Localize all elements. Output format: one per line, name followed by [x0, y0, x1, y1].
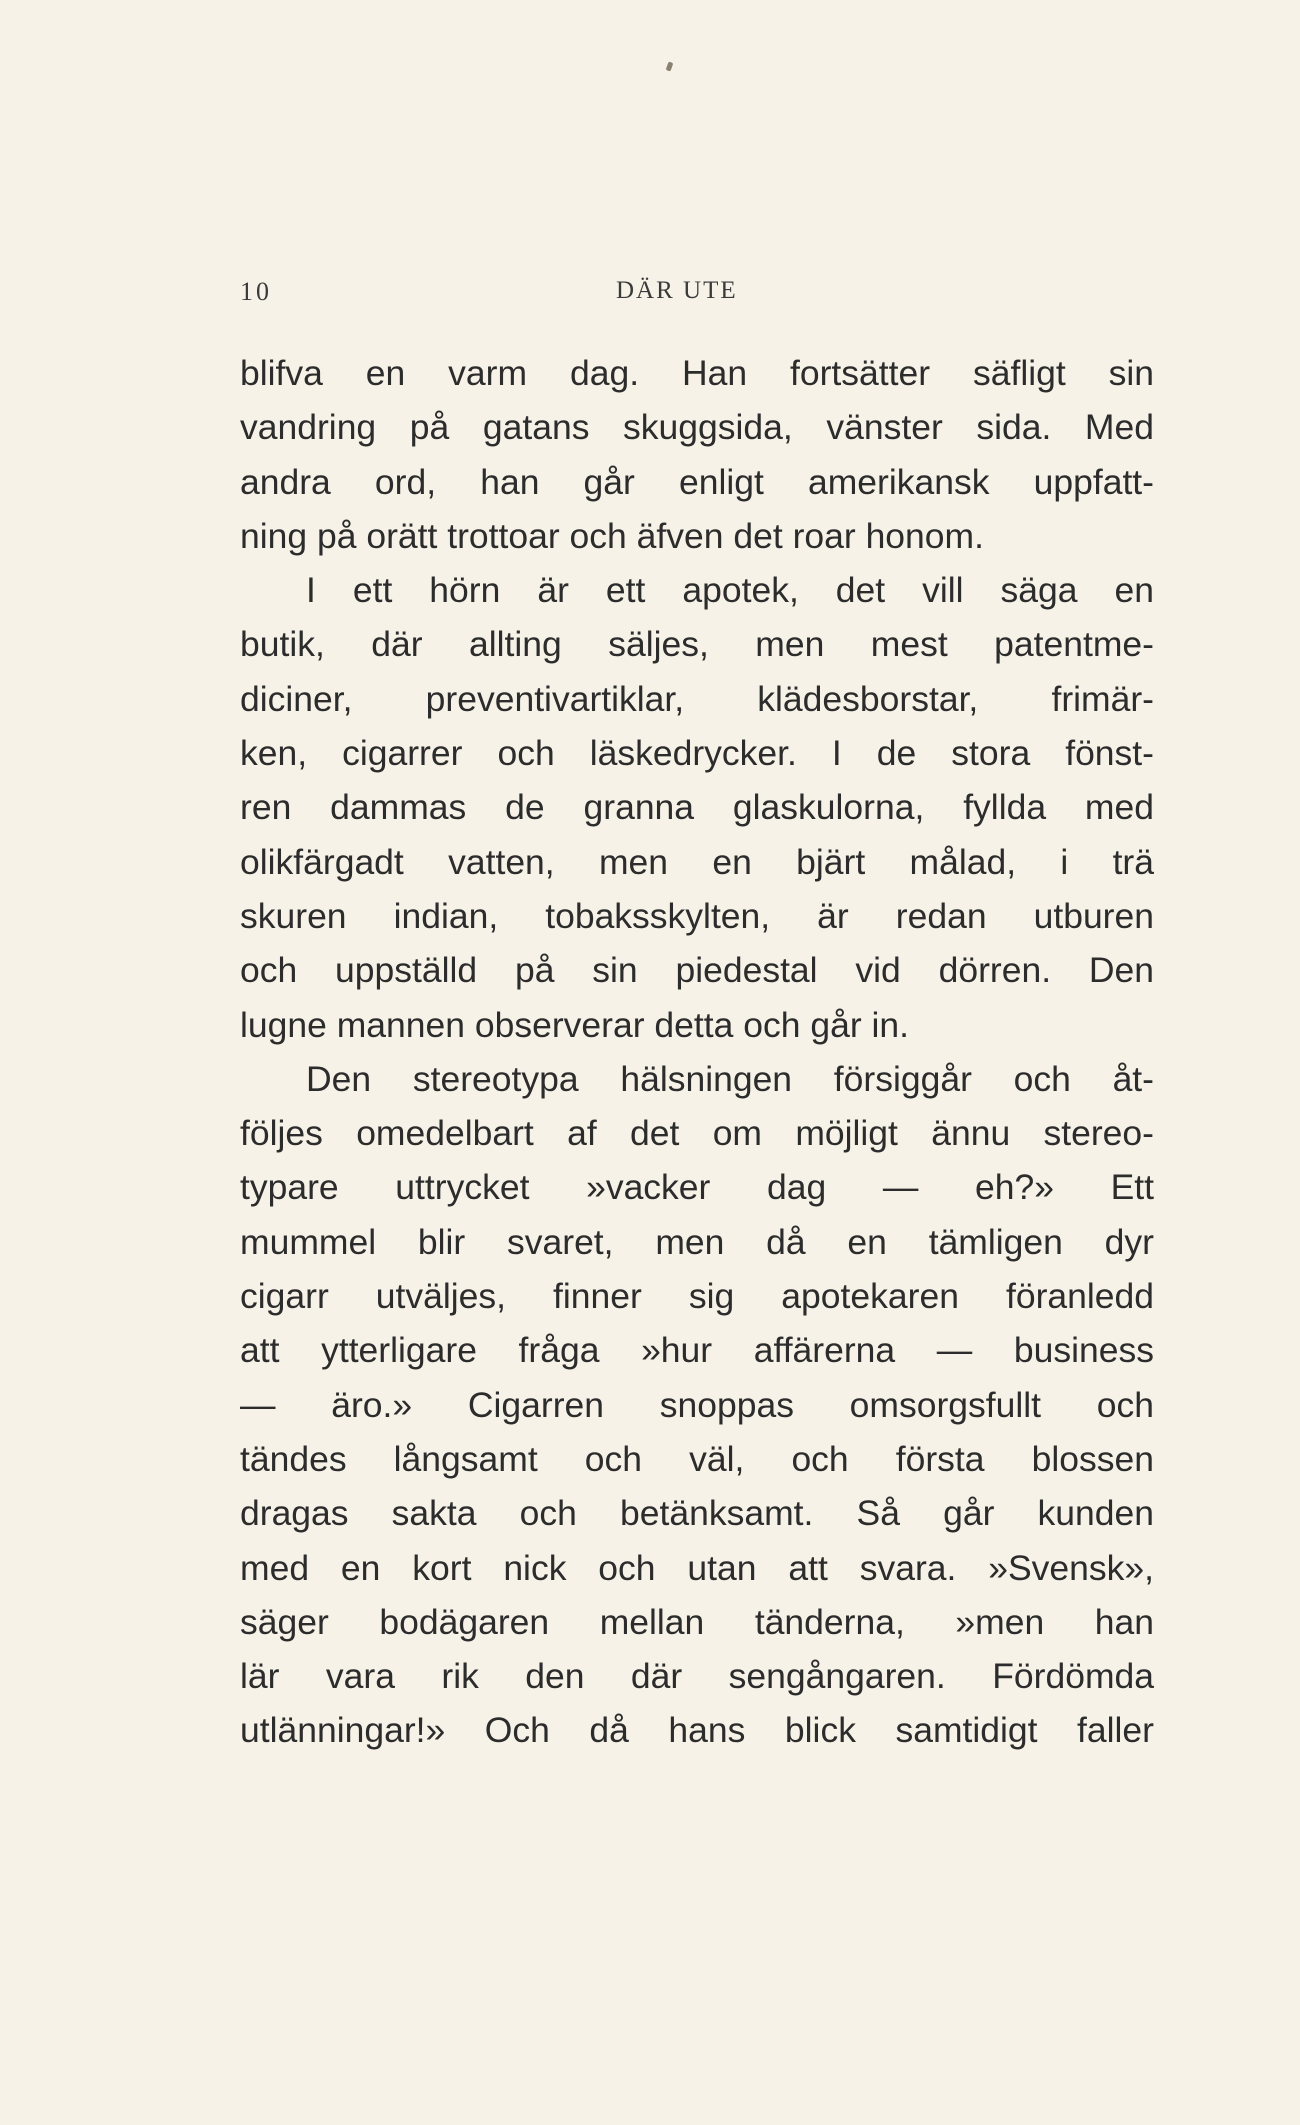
- text-line: blifva en varm dag. Han fortsätter säfligt sin: [240, 353, 1154, 393]
- text-line: ning på orätt trottoar och äfven det roar honom.: [240, 515, 984, 556]
- text-line: andra ord, han går enligt amerikansk uppfatt-: [240, 461, 1154, 502]
- text-line: lär vara rik den där sengångaren. Fördömda: [240, 1656, 1154, 1697]
- text-line: följes omedelbart af det om möjligt ännu stereo-: [240, 1113, 1154, 1154]
- text-line: lugne mannen observerar detta och går in.: [240, 1004, 910, 1045]
- text-line: I ett hörn är ett apotek, det vill säga en: [306, 570, 1154, 611]
- text-line: med en kort nick och utan att svara. »Svensk»,: [240, 1547, 1154, 1588]
- text-line: utlänningar!» Och då hans blick samtidigt faller: [240, 1710, 1154, 1751]
- text-line: ken, cigarrer och läskedrycker. I de stora fönst-: [240, 733, 1154, 774]
- text-line: och uppställd på sin piedestal vid dörren. Den: [240, 950, 1154, 991]
- text-line: mummel blir svaret, men då en tämligen dyr: [240, 1221, 1154, 1262]
- text-line: vandring på gatans skuggsida, vänster sida. Med: [240, 407, 1154, 448]
- text-line: att ytterligare fråga »hur affärerna — business: [240, 1330, 1154, 1371]
- text-line: cigarr utväljes, finner sig apotekaren föranledd: [240, 1276, 1154, 1317]
- text-line: dragas sakta och betänksamt. Så går kunden: [240, 1493, 1154, 1534]
- running-title: DÄR UTE: [616, 277, 738, 304]
- text-line: Den stereotypa hälsningen försiggår och åt-: [306, 1058, 1154, 1099]
- page-number: 10: [240, 277, 272, 306]
- paper-speck: [666, 61, 674, 71]
- text-line: tändes långsamt och väl, och första blossen: [240, 1438, 1154, 1479]
- text-line: säger bodägaren mellan tänderna, »men han: [240, 1601, 1154, 1642]
- text-line: ren dammas de granna glaskulorna, fyllda med: [240, 787, 1154, 828]
- text-line: skuren indian, tobaksskylten, är redan utburen: [240, 895, 1154, 936]
- text-line: butik, där allting säljes, men mest patentme-: [240, 624, 1154, 665]
- text-line: olikfärgadt vatten, men en bjärt målad, i trä: [240, 841, 1154, 882]
- body-text: [240, 346, 1154, 1758]
- text-line: — äro.» Cigarren snoppas omsorgsfullt och: [240, 1384, 1154, 1425]
- running-head: [240, 277, 770, 317]
- text-line: diciner, preventivartiklar, klädesborstar, frimär-: [240, 678, 1154, 719]
- text-line: typare uttrycket »vacker dag — eh?» Ett: [240, 1167, 1154, 1208]
